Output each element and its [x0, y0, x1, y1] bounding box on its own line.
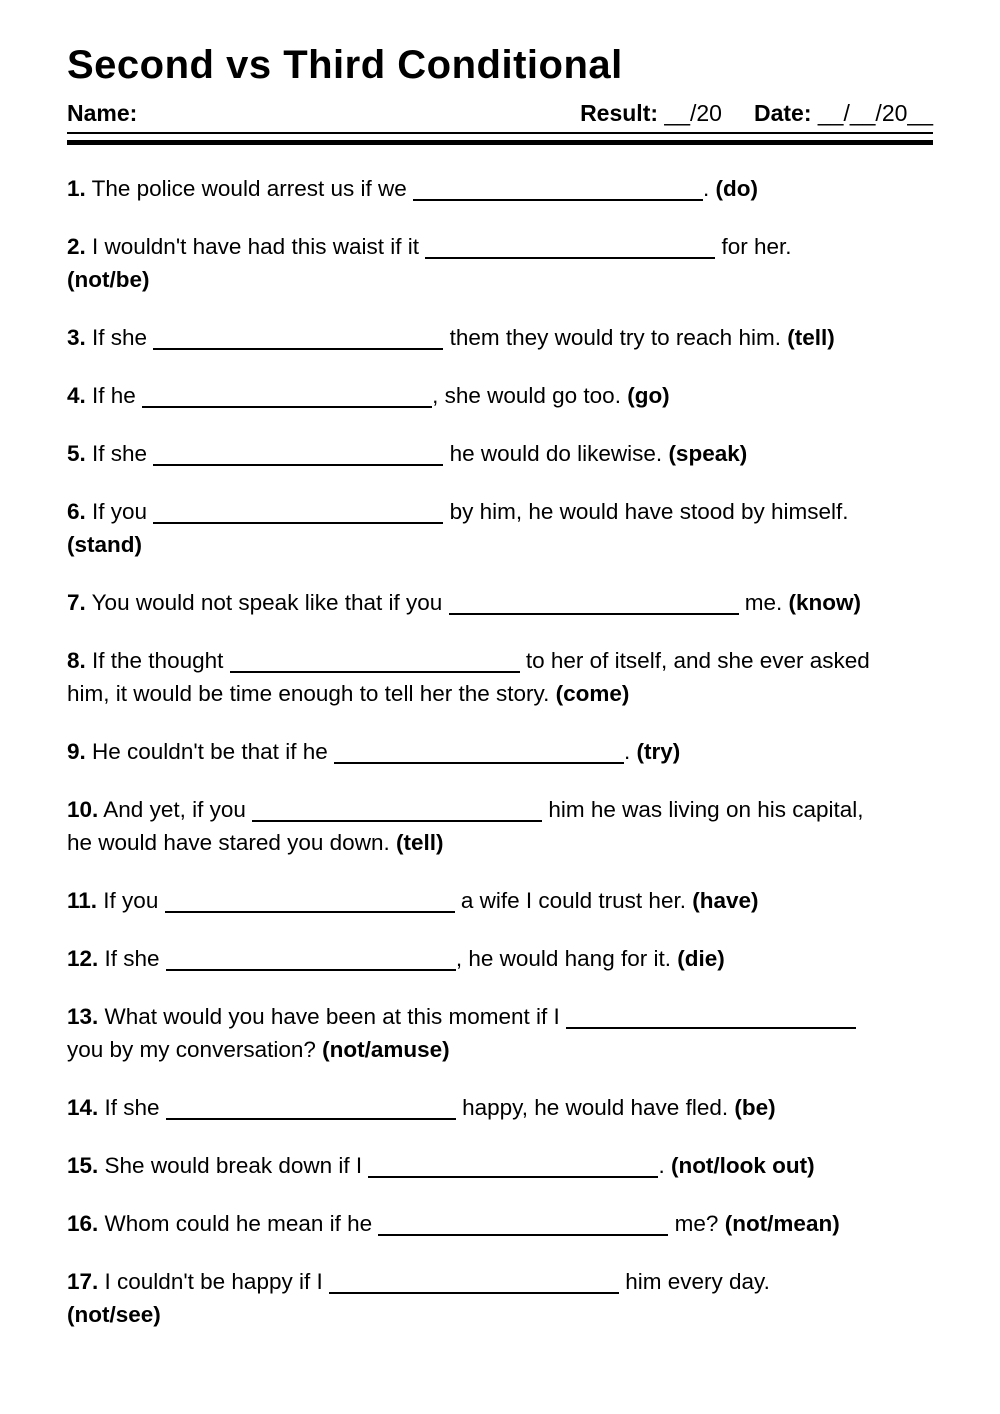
question-text: Whom could he mean if he — [98, 1211, 379, 1236]
question-line — [67, 735, 933, 768]
answer-blank — [153, 464, 443, 466]
answer-blank — [329, 1292, 619, 1294]
question-text: . — [658, 1153, 671, 1178]
question-text: If you — [97, 888, 165, 913]
question-text: And yet, if you — [98, 797, 253, 822]
question-bold-text: (not/mean) — [724, 1211, 840, 1236]
question-bold-text: 10. — [67, 797, 99, 822]
question-bold-text: (know) — [788, 590, 862, 615]
question-bold-text: (be) — [734, 1095, 776, 1120]
question-bold-text: 13. — [67, 1004, 99, 1029]
question-line — [67, 437, 933, 470]
answer-blank — [566, 1027, 856, 1029]
question-bold-text: (try) — [636, 739, 681, 764]
question-text: If she — [85, 441, 154, 466]
question-line — [67, 942, 933, 975]
question-line — [67, 263, 933, 296]
question-text: he would do likewise. — [443, 441, 669, 466]
question-line — [67, 1000, 933, 1033]
answer-blank — [378, 1234, 668, 1236]
question-text: him, it would be time enough to tell her the story. — [67, 681, 556, 706]
question — [67, 172, 933, 205]
question-text: , he would hang for it. — [455, 946, 678, 971]
question-line — [67, 586, 933, 619]
question-bold-text: 1. — [67, 176, 86, 201]
question-text: What would you have been at this moment if I — [98, 1004, 567, 1029]
question-text: If she — [98, 946, 166, 971]
question-line — [67, 1265, 933, 1298]
question-line — [67, 321, 933, 354]
question-text: to her of itself, and she ever asked — [519, 648, 870, 673]
question-bold-text: 14. — [67, 1095, 99, 1120]
answer-blank — [368, 1176, 658, 1178]
question-bold-text: 11. — [67, 888, 98, 913]
question-bold-text: 3. — [67, 325, 86, 350]
header-divider — [67, 140, 933, 145]
question-text: me. — [738, 590, 789, 615]
question-text: . — [623, 739, 637, 764]
question-bold-text: (not/see) — [67, 1302, 161, 1327]
question-text: you by my conversation? — [67, 1037, 323, 1062]
question-bold-text: 4. — [67, 383, 86, 408]
question-bold-text: (tell) — [395, 830, 444, 855]
question-bold-text: (die) — [677, 946, 725, 971]
question-line — [67, 1033, 933, 1066]
question-bold-text: (stand) — [67, 532, 142, 557]
question-text: If you — [85, 499, 154, 524]
question-bold-text: (do) — [715, 176, 759, 201]
date-value: __/__/20__ — [811, 100, 933, 126]
question-text: If she — [85, 325, 154, 350]
question-bold-text: 5. — [67, 441, 86, 466]
question-line — [67, 793, 933, 826]
question-text: If the thought — [85, 648, 230, 673]
question-text: He couldn't be that if he — [85, 739, 334, 764]
result-value: __/20 — [658, 100, 722, 126]
question-text: me? — [668, 1211, 725, 1236]
answer-blank — [230, 671, 520, 673]
question-line — [67, 528, 933, 561]
question — [67, 735, 933, 768]
question-line — [67, 1091, 933, 1124]
question-text: She would break down if I — [98, 1153, 369, 1178]
question-text: by him, he would have stood by himself. — [443, 499, 849, 524]
question-line — [67, 677, 933, 710]
question-text: happy, he would have fled. — [455, 1095, 735, 1120]
question-text: . — [703, 176, 716, 201]
question — [67, 321, 933, 354]
question — [67, 942, 933, 975]
question-bold-text: 8. — [67, 648, 86, 673]
question — [67, 1000, 933, 1066]
result-group — [580, 100, 722, 127]
question-bold-text: 9. — [67, 739, 86, 764]
answer-blank — [165, 911, 455, 913]
question-text: The police would arrest us if we — [85, 176, 414, 201]
answer-blank — [413, 199, 703, 201]
question-bold-text: (not/amuse) — [322, 1037, 450, 1062]
question-line — [67, 379, 933, 412]
question-text: them they would try to reach him. — [443, 325, 788, 350]
question-bold-text: 15. — [67, 1153, 99, 1178]
answer-blank — [252, 820, 542, 822]
question-line — [67, 1149, 933, 1182]
questions — [67, 172, 933, 1331]
question-bold-text: (not/be) — [67, 267, 150, 292]
question-text: for her. — [715, 234, 792, 259]
page-title: Second vs Third Conditional — [67, 43, 623, 87]
question — [67, 1091, 933, 1124]
question — [67, 1265, 933, 1331]
question — [67, 1149, 933, 1182]
question-text: If she — [98, 1095, 166, 1120]
question-line — [67, 172, 933, 205]
question-bold-text: (speak) — [668, 441, 748, 466]
question-text: I couldn't be happy if I — [98, 1269, 329, 1294]
question — [67, 586, 933, 619]
question-bold-text: 17. — [67, 1269, 99, 1294]
question — [67, 495, 933, 561]
question-bold-text: (come) — [555, 681, 630, 706]
question-bold-text: (not/look out) — [670, 1153, 815, 1178]
date-label: Date: — [753, 100, 812, 126]
name-label: Name: — [67, 100, 138, 126]
answer-blank — [142, 406, 432, 408]
question-line — [67, 884, 933, 917]
question — [67, 644, 933, 710]
question-text: You would not speak like that if you — [85, 590, 449, 615]
question-text: , she would go too. — [432, 383, 628, 408]
question-bold-text: 7. — [67, 590, 86, 615]
question-bold-text: (tell) — [787, 325, 835, 350]
answer-blank — [425, 257, 715, 259]
answer-blank — [334, 762, 624, 764]
question-line — [67, 644, 933, 677]
question-bold-text: 2. — [67, 234, 86, 259]
question-bold-text: (go) — [627, 383, 670, 408]
answer-blank — [153, 522, 443, 524]
question-bold-text: 6. — [67, 499, 86, 524]
question-line — [67, 826, 933, 859]
answer-blank — [166, 1118, 456, 1120]
question — [67, 884, 933, 917]
question-line — [67, 1207, 933, 1240]
question-text: him every day. — [618, 1269, 770, 1294]
question — [67, 230, 933, 296]
question-bold-text: (have) — [692, 888, 759, 913]
question — [67, 793, 933, 859]
question-line — [67, 495, 933, 528]
question-line — [67, 1298, 933, 1331]
question-text: him he was living on his capital, — [542, 797, 864, 822]
question — [67, 379, 933, 412]
result-label: Result: — [580, 100, 659, 126]
question-bold-text: 16. — [67, 1211, 99, 1236]
question-bold-text: 12. — [67, 946, 99, 971]
question-line — [67, 230, 933, 263]
answer-blank — [153, 348, 443, 350]
answer-blank — [449, 613, 739, 615]
answer-blank — [166, 969, 456, 971]
header-right — [580, 100, 933, 127]
question-text: he would have stared you down. — [67, 830, 396, 855]
question-text: a wife I could trust her. — [454, 888, 693, 913]
question — [67, 1207, 933, 1240]
question-text: If he — [85, 383, 143, 408]
header-row — [67, 100, 933, 134]
date-group — [754, 100, 933, 127]
question-text: I wouldn't have had this waist if it — [85, 234, 426, 259]
question — [67, 437, 933, 470]
